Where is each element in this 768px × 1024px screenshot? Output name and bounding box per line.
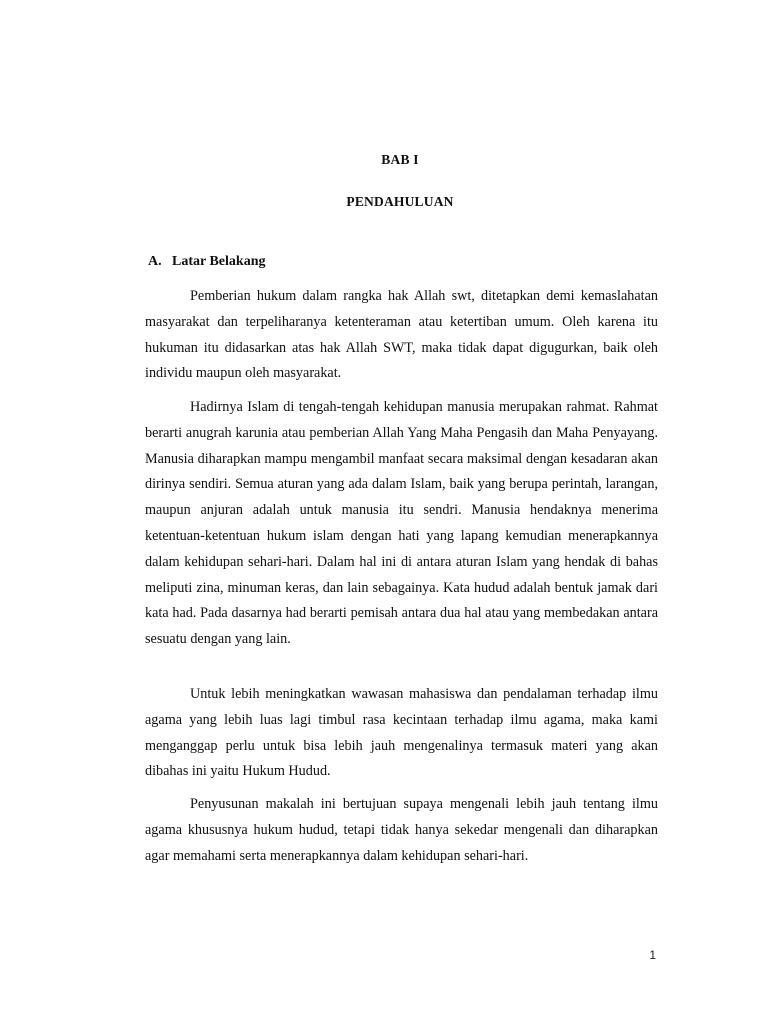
section-letter: A.	[148, 254, 162, 269]
paragraph: Hadirnya Islam di tengah-tengah kehidupan manusia merupakan rahmat. Rahmat berarti anugrah karunia atau pemberian Allah Yang Maha Pengasih dan Maha Penyayang. Manusia diharapkan mampu mengambil manfaat secara maksimal dengan kesadaran akan dirinya sendiri. Semua aturan yang ada dalam Islam, baik yang berupa perintah, larangan, maupun anjuran adalah untuk manusia itu sendri. Manusia hendaknya menerima ketentuan-ketentuan hukum islam dengan hati yang lapang kemudian menerapkannya dalam kehidupan sehari-hari. Dalam hal ini di antara aturan Islam yang hendak di bahas meliputi zina, minuman keras, dan lain sebagainya. Kata hudud adalah bentuk jamak dari kata had. Pada dasarnya had berarti pemisah antara dua hal atau yang membedakan antara sesuatu dengan yang lain.	[145, 399, 658, 648]
paragraph: Untuk lebih meningkatkan wawasan mahasiswa dan pendalaman terhadap ilmu agama yang lebih luas lagi timbul rasa kecintaan terhadap ilmu agama, maka kami menganggap perlu untuk bisa lebih jauh mengenalinya termasuk materi yang akan dibahas ini yaitu Hukum Hudud.	[145, 686, 658, 780]
section-title: Latar Belakang	[172, 254, 266, 269]
section-heading	[148, 254, 265, 270]
paragraph: Pemberian hukum dalam rangka hak Allah swt, ditetapkan demi kemaslahatan masyarakat dan terpeliharanya ketenteraman atau ketertiban umum. Oleh karena itu hukuman itu didasarkan atas hak Allah SWT, maka tidak dapat digugurkan, baik oleh individu maupun oleh masyarakat.	[145, 288, 658, 382]
paragraph: Penyusunan makalah ini bertujuan supaya mengenali lebih jauh tentang ilmu agama khususnya hukum hudud, tetapi tidak hanya sekedar mengenali dan diharapkan agar memahami serta menerapkannya dalam kehidupan sehari-hari.	[145, 796, 658, 864]
chapter-title: PENDAHULUAN	[346, 194, 454, 209]
chapter-number: BAB I	[381, 152, 419, 167]
page-number: 1	[649, 948, 656, 962]
